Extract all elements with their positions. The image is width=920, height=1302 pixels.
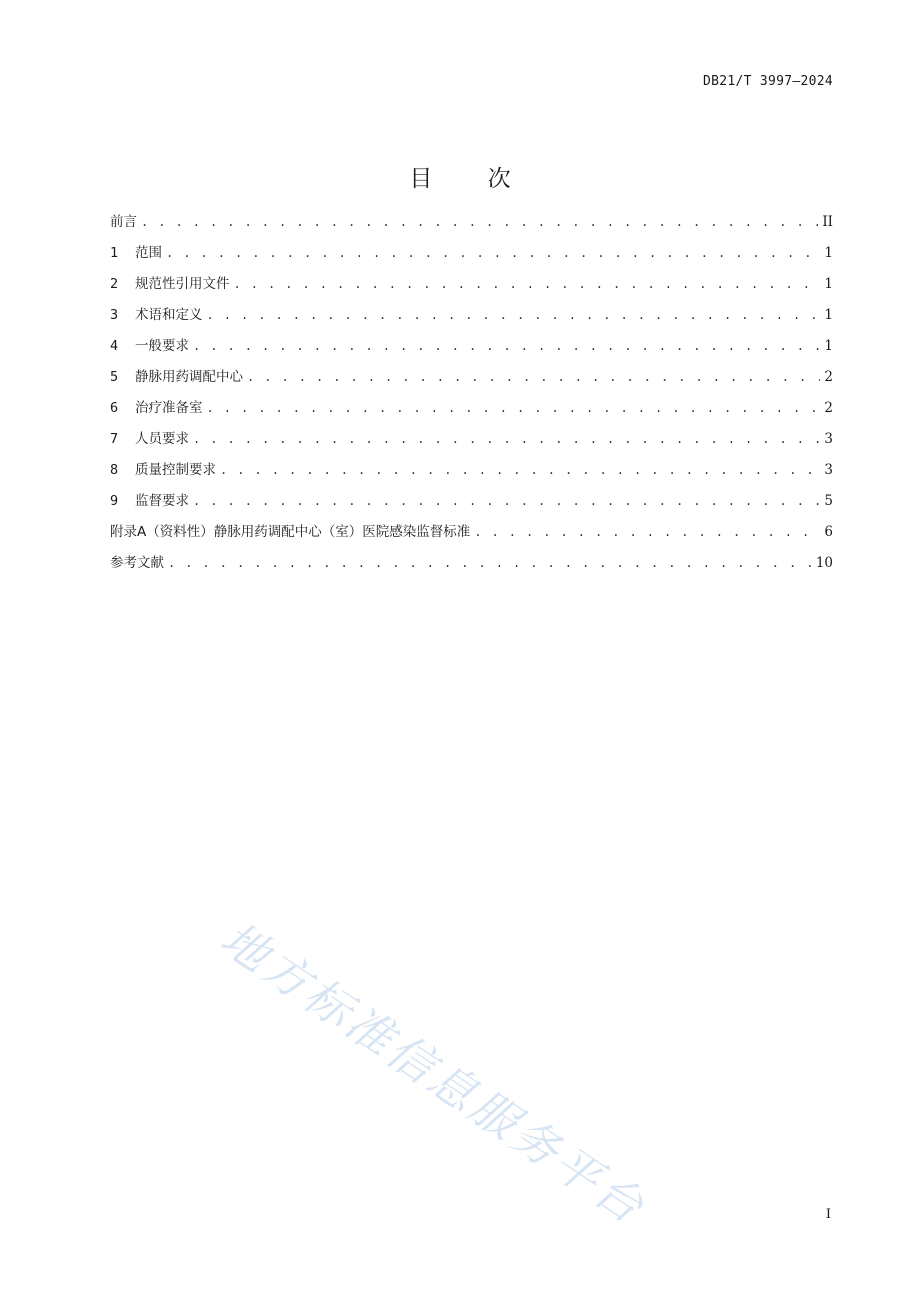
- toc-entry-page: 1: [824, 276, 833, 292]
- toc-entry-scope[interactable]: [110, 238, 833, 269]
- toc-entry-number: 3: [110, 307, 119, 323]
- toc-entry-page: 1: [824, 338, 833, 354]
- toc-entry-page: 2: [824, 369, 833, 385]
- toc-entry-bibliography[interactable]: [110, 548, 833, 579]
- toc-entry-number: 8: [110, 462, 119, 478]
- toc-entry-label: 范围: [135, 245, 162, 261]
- toc-entry-number: 4: [110, 338, 119, 354]
- table-of-contents: [110, 207, 833, 579]
- toc-entry-label: 前言: [110, 214, 137, 230]
- toc-entry-number: 1: [110, 245, 119, 261]
- toc-leader-dots: [220, 455, 820, 486]
- toc-entry-quality-control[interactable]: [110, 455, 833, 486]
- toc-entry-treatment-prep-room[interactable]: [110, 393, 833, 424]
- toc-leader-dots: [168, 548, 812, 579]
- toc-entry-general-requirements[interactable]: [110, 331, 833, 362]
- toc-entry-number: 9: [110, 493, 119, 509]
- watermark: 地方标准信息服务平台: [211, 911, 656, 1236]
- toc-entry-iv-admixture-center[interactable]: [110, 362, 833, 393]
- toc-entry-label: 术语和定义: [135, 307, 203, 323]
- toc-entry-page: 10: [815, 555, 833, 571]
- toc-leader-dots: [141, 207, 818, 238]
- toc-entry-normative-references[interactable]: [110, 269, 833, 300]
- document-code: DB21/T 3997—2024: [702, 74, 833, 89]
- toc-entry-appendix-a[interactable]: [110, 517, 833, 548]
- toc-leader-dots: [474, 517, 820, 548]
- toc-leader-dots: [207, 393, 821, 424]
- toc-leader-dots: [193, 424, 820, 455]
- page-title: 目 次: [409, 166, 535, 192]
- toc-entry-page: 2: [824, 400, 833, 416]
- toc-entry-page: 6: [824, 524, 833, 540]
- toc-entry-number: 7: [110, 431, 119, 447]
- toc-leader-dots: [247, 362, 820, 393]
- toc-entry-page: 3: [824, 431, 833, 447]
- toc-leader-dots: [207, 300, 821, 331]
- toc-entry-number: 2: [110, 276, 119, 292]
- toc-entry-label: 治疗准备室: [135, 400, 203, 416]
- toc-entry-foreword[interactable]: [110, 207, 833, 238]
- toc-entry-personnel-requirements[interactable]: [110, 424, 833, 455]
- toc-entry-page: 5: [824, 493, 833, 509]
- toc-leader-dots: [166, 238, 820, 269]
- toc-entry-page: 1: [824, 245, 833, 261]
- page-number: I: [825, 1207, 831, 1222]
- toc-entry-label: 参考文献: [110, 555, 164, 571]
- toc-entry-page: II: [822, 214, 833, 230]
- toc-entry-page: 1: [824, 307, 833, 323]
- toc-leader-dots: [234, 269, 821, 300]
- toc-entry-page: 3: [824, 462, 833, 478]
- toc-entry-label: 人员要求: [135, 431, 189, 447]
- toc-entry-label: 质量控制要求: [135, 462, 216, 478]
- toc-entry-label: 附录A（资料性）静脉用药调配中心（室）医院感染监督标准: [110, 524, 471, 540]
- toc-entry-label: 规范性引用文件: [135, 276, 230, 292]
- toc-entry-label: 监督要求: [135, 493, 189, 509]
- toc-entry-label: 静脉用药调配中心: [135, 369, 243, 385]
- toc-entry-label: 一般要求: [135, 338, 189, 354]
- toc-leader-dots: [193, 486, 820, 517]
- toc-leader-dots: [193, 331, 820, 362]
- toc-entry-terms-definitions[interactable]: [110, 300, 833, 331]
- toc-entry-number: 5: [110, 369, 119, 385]
- toc-entry-number: 6: [110, 400, 119, 416]
- toc-entry-supervision[interactable]: [110, 486, 833, 517]
